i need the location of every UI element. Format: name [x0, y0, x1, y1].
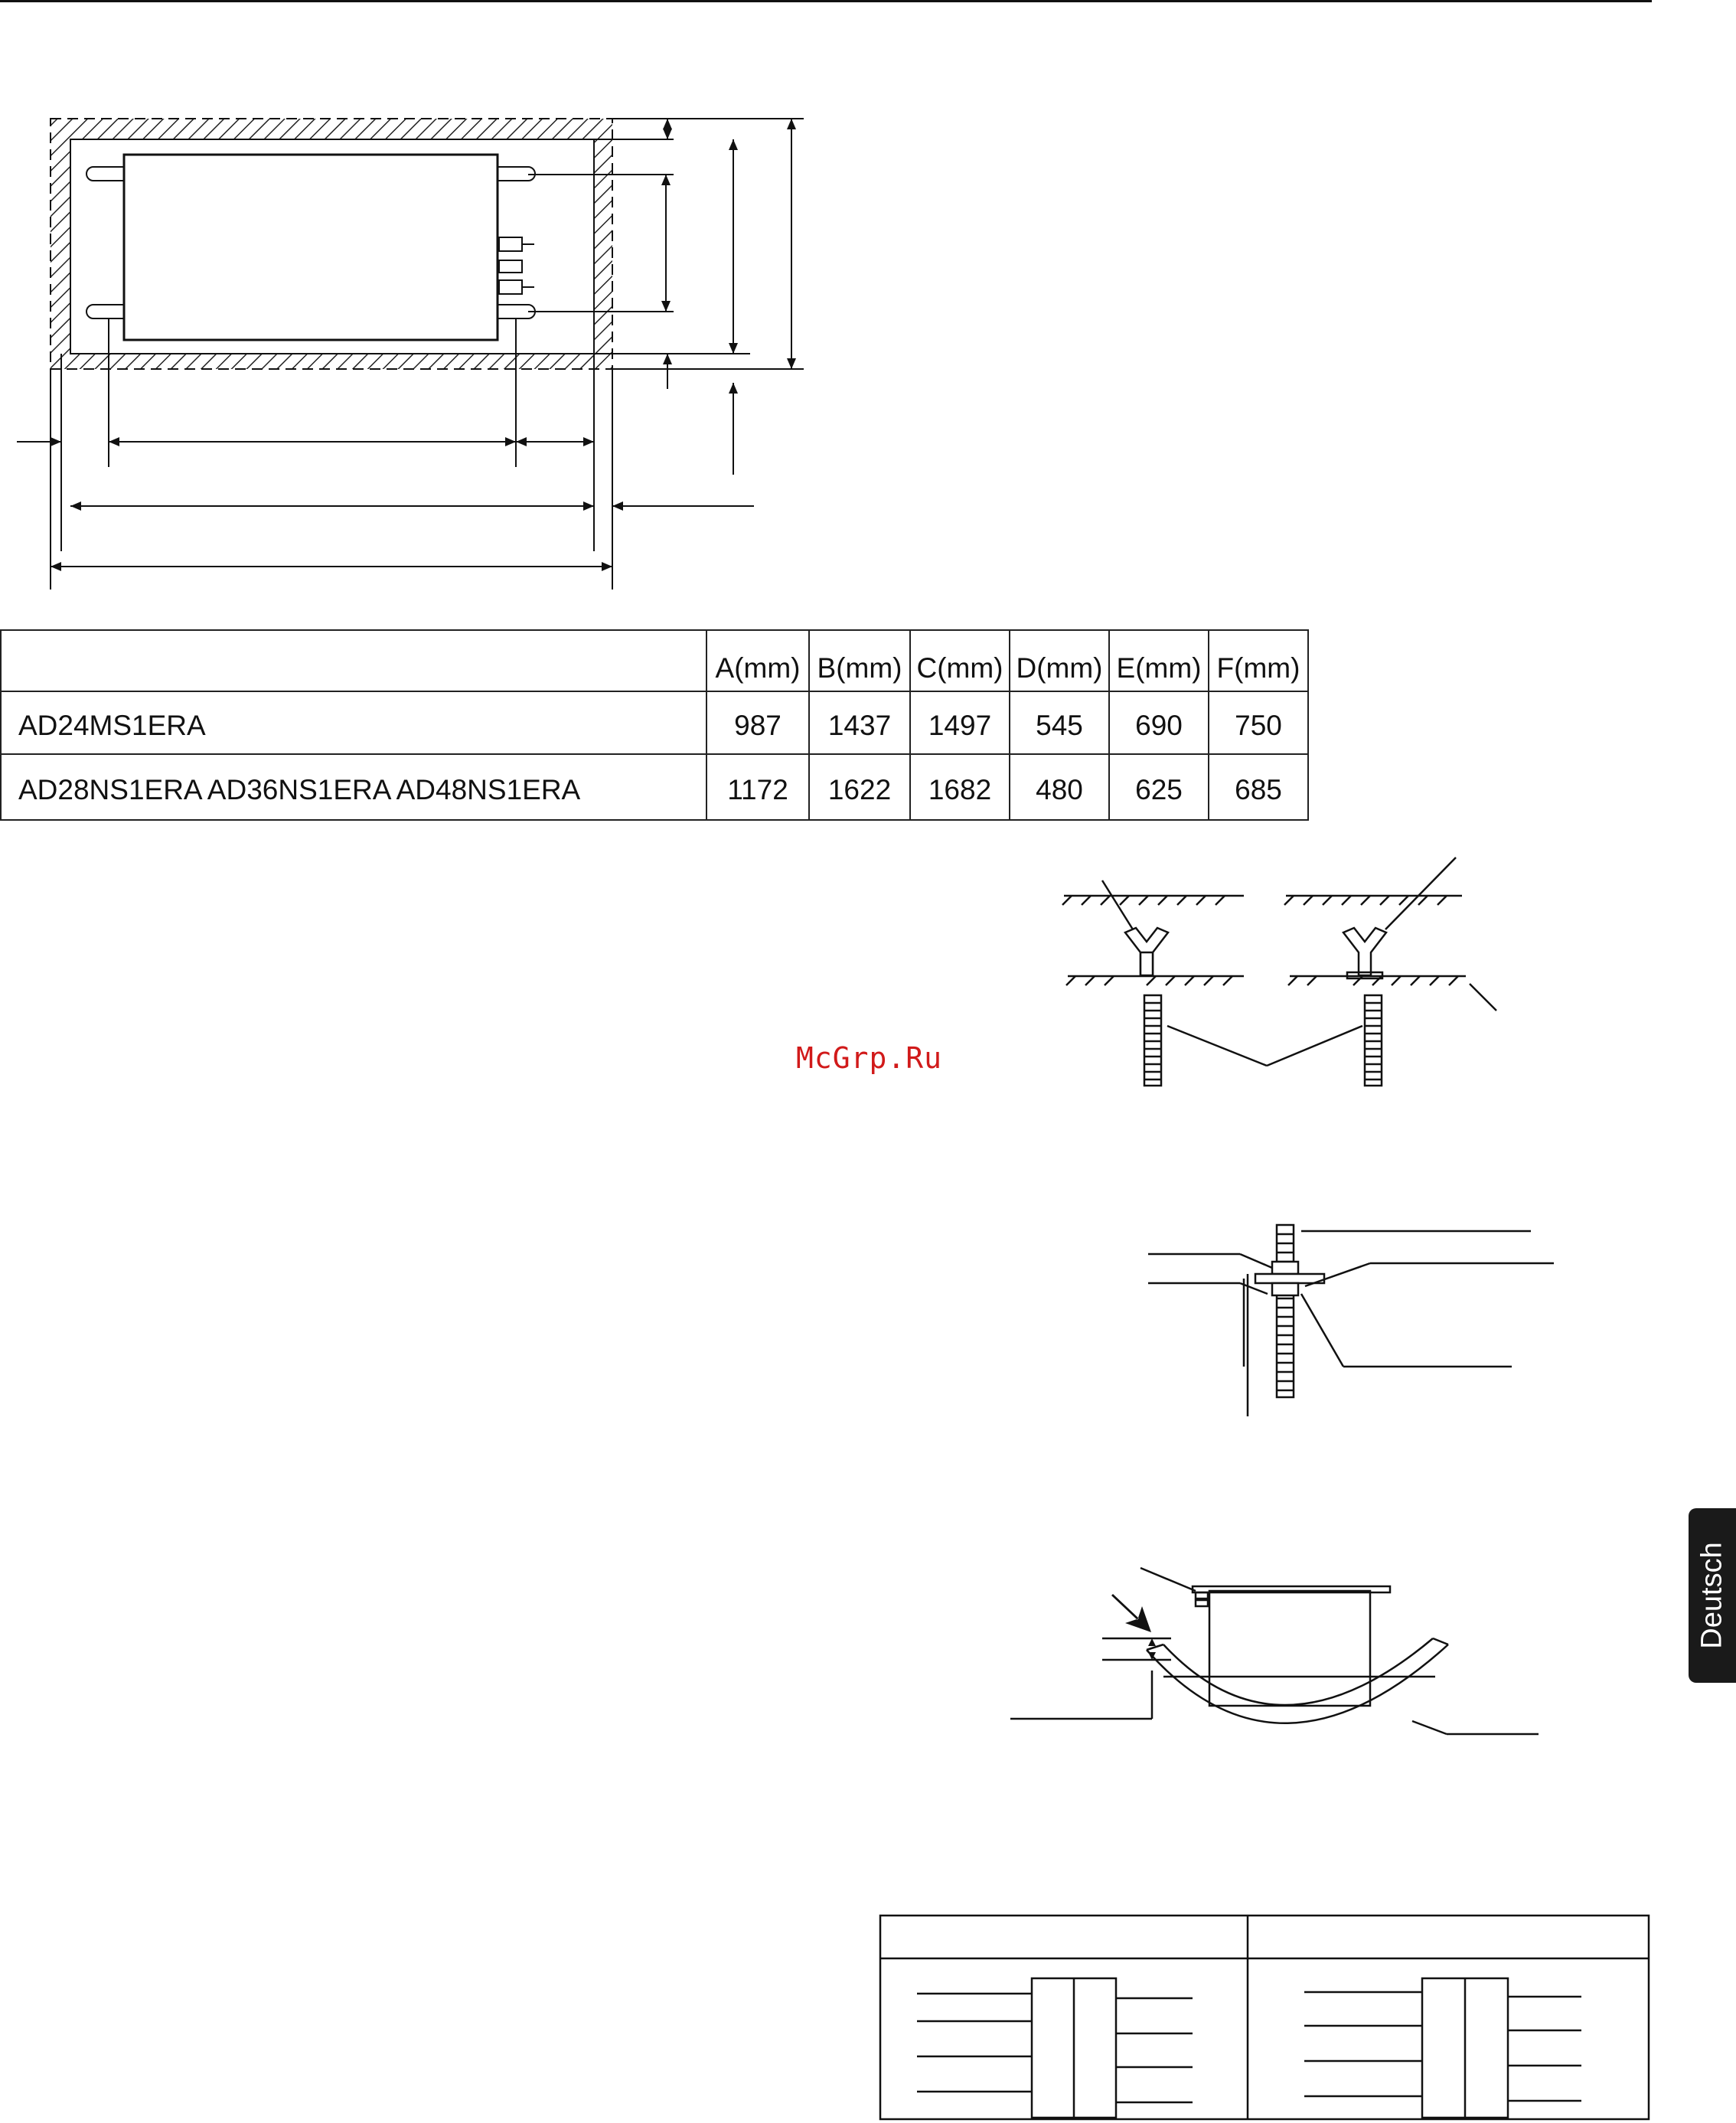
value-cell: 690: [1109, 691, 1209, 754]
level-check-drawing: [1003, 1562, 1554, 1761]
table-header-cell: A(mm): [706, 630, 809, 691]
value-cell: 1682: [910, 754, 1010, 820]
value-cell: 480: [1010, 754, 1109, 820]
anchor-bolt-drawing: [1056, 850, 1516, 1102]
value-cell: 1437: [809, 691, 910, 754]
table-header-cell: C(mm): [910, 630, 1010, 691]
table-header-cell: [1, 630, 706, 691]
language-tab-label: Deutsch: [1695, 1542, 1728, 1649]
unit-dimension-drawing: [0, 100, 842, 704]
model-cell: AD24MS1ERA: [1, 691, 706, 754]
value-cell: 1622: [809, 754, 910, 820]
table-header-cell: E(mm): [1109, 630, 1209, 691]
table-header-cell: F(mm): [1209, 630, 1308, 691]
wiring-diagram: [879, 1914, 1650, 2121]
top-rule: [0, 0, 1652, 2]
value-cell: 625: [1109, 754, 1209, 820]
value-cell: 987: [706, 691, 809, 754]
table-header-row: [1, 630, 1308, 691]
table-header-cell: D(mm): [1010, 630, 1109, 691]
table-header-cell: B(mm): [809, 630, 910, 691]
value-cell: 545: [1010, 691, 1109, 754]
table-row: [1, 691, 1308, 754]
model-cell: AD28NS1ERA AD36NS1ERA AD48NS1ERA: [1, 754, 706, 820]
language-tab: [1689, 1508, 1736, 1683]
value-cell: 1172: [706, 754, 809, 820]
value-cell: 685: [1209, 754, 1308, 820]
table-row: [1, 754, 1308, 820]
watermark: McGrp.Ru: [796, 1041, 943, 1075]
dimension-table: [0, 629, 1309, 821]
value-cell: 750: [1209, 691, 1308, 754]
hanger-bolt-drawing: [1140, 1217, 1569, 1432]
value-cell: 1497: [910, 691, 1010, 754]
